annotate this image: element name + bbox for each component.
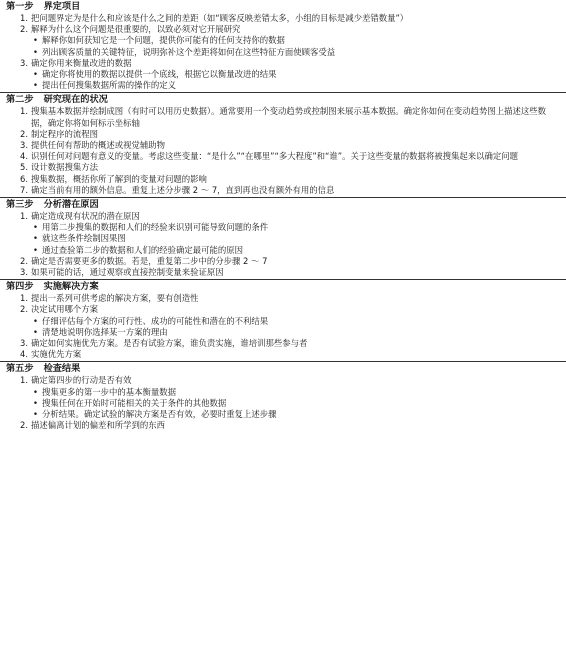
list-item — [0, 375, 566, 386]
step-title: 研究现在的状况 — [43, 94, 108, 106]
item-number: 1. — [20, 13, 28, 23]
bullet-item — [0, 409, 566, 420]
item-text: 实施优先方案 — [31, 349, 82, 360]
bullet-text: 通过查验第二步的数据和人们的经验确定最可能的原因 — [42, 244, 243, 255]
bullet-text: 解释你如何获知它是一个问题，提供你可能有的任何支持你的数据 — [42, 35, 285, 46]
list-item — [0, 106, 566, 128]
bullet-marker: • — [33, 35, 38, 46]
step-label: 第三步 — [6, 199, 34, 211]
item-number: 2. — [20, 420, 28, 431]
step-title: 界定项目 — [43, 1, 81, 12]
list-item — [0, 185, 566, 196]
item-number: 7. — [20, 184, 28, 195]
item-number: 5. — [20, 162, 28, 173]
item-number: 1. — [20, 106, 28, 117]
item-number: 1. — [20, 293, 28, 304]
bullet-item — [0, 35, 566, 46]
item-number: 2. — [20, 128, 28, 139]
bullet-text: 列出顾客质量的关键特征，说明弥补这个差距将如何在这些特征方面使顾客受益 — [42, 46, 336, 57]
item-text: 描述偏离计划的偏差和所学到的东西 — [31, 420, 165, 431]
list-item — [0, 211, 566, 222]
bullet-marker: • — [33, 326, 38, 337]
bullet-text: 搜集更多的第一步中的基本衡量数据 — [42, 386, 176, 397]
bullet-text: 搜集任何在开始时可能相关的关于条件的其他数据 — [42, 397, 227, 408]
bullet-text: 清楚地说明你选择某一方案的理由 — [42, 326, 168, 337]
list-item — [0, 58, 566, 69]
bullet-item — [0, 222, 566, 233]
bullet-item — [0, 233, 566, 244]
bullet-text: 用第二步搜集的数据和人们的经验来识别可能导致问题的条件 — [42, 222, 269, 233]
bullet-marker: • — [33, 315, 38, 326]
bullet-marker: • — [33, 244, 38, 255]
item-text: 设计数据搜集方法 — [31, 162, 98, 173]
item-text: 提出一系列可供考虑的解决方案，要有创造性 — [31, 293, 199, 304]
bullet-text: 分析结果。确定试验的解决方案是否有效，必要时重复上述步骤 — [42, 409, 277, 420]
section-step-1 — [0, 0, 566, 92]
list-item — [0, 304, 566, 315]
list-item — [0, 349, 566, 360]
section-title — [0, 199, 566, 211]
bullet-marker: • — [33, 386, 38, 397]
bullet-text: 确定你将使用的数据以提供一个底线，根据它以衡量改进的结果 — [42, 69, 277, 80]
list-item — [0, 267, 566, 278]
list-item — [0, 24, 566, 35]
item-number: 2. — [20, 24, 28, 35]
step-label: 第二步 — [6, 94, 34, 106]
bullet-item — [0, 47, 566, 58]
bullet-item — [0, 80, 566, 91]
section-title — [0, 281, 566, 293]
item-number: 3. — [20, 267, 28, 278]
section-title — [0, 1, 566, 13]
bullet-item — [0, 387, 566, 398]
step-label: 第四步 — [6, 281, 34, 293]
item-number: 6. — [20, 173, 28, 184]
bullet-item — [0, 327, 566, 338]
section-step-3 — [0, 197, 566, 279]
item-number: 3. — [20, 338, 28, 349]
list-item — [0, 256, 566, 267]
bullet-item — [0, 398, 566, 409]
bullet-text: 提出任何搜集数据所需的操作的定义 — [42, 80, 176, 91]
item-text: 搜集基本数据并绘制成图（有时可以用历史数据）。通常要用一个变动趋势或控制图来展示基本数据。确定你如何在变动趋势图上描述这些数据，确定你将如何标示坐标轴 — [31, 106, 547, 128]
section-title — [0, 363, 566, 375]
section-step-5 — [0, 361, 566, 432]
item-number: 2. — [20, 304, 28, 315]
step-title: 实施解决方案 — [43, 281, 99, 293]
item-text: 确定当前有用的额外信息。重复上述分步骤 2 ～ 7，直到再也没有额外有用的信息 — [31, 184, 335, 195]
bullet-text: 就这些条件绘制因果图 — [42, 233, 126, 244]
bullet-marker: • — [33, 46, 38, 57]
list-item — [0, 129, 566, 140]
item-text: 把问题界定为是什么和应该是什么之间的差距（如“顾客反映差错太多，小组的目标是减少差错数量”） — [31, 13, 409, 23]
item-number: 4. — [20, 151, 28, 162]
item-text: 确定是否需要更多的数据。若是，重复第二步中的分步骤 2 ～ 7 — [31, 255, 268, 266]
item-text: 确定如何实施优先方案。是否有试验方案，谁负责实施，谁培训那些参与者 — [31, 338, 308, 349]
item-number: 3. — [20, 57, 28, 68]
list-item — [0, 13, 566, 24]
list-item — [0, 151, 566, 162]
item-number: 2. — [20, 255, 28, 266]
bullet-marker: • — [33, 80, 38, 91]
item-text: 制定程序的流程图 — [31, 128, 98, 139]
list-item — [0, 293, 566, 304]
step-title: 检查结果 — [43, 363, 81, 375]
item-text: 提供任何有帮助的概述或视觉辅助物 — [31, 140, 165, 151]
section-step-4 — [0, 279, 566, 361]
item-text: 解释为什么这个问题是很重要的，以致必须对它开展研究 — [31, 24, 241, 35]
item-text: 确定第四步的行动是否有效 — [31, 375, 132, 386]
bullet-item — [0, 69, 566, 80]
bullet-marker: • — [33, 409, 38, 420]
list-item — [0, 338, 566, 349]
item-number: 1. — [20, 375, 28, 386]
item-text: 确定造成现有状况的潜在原因 — [31, 211, 140, 222]
bullet-marker: • — [33, 397, 38, 408]
item-text: 搜集数据，概括你所了解到的变量对问题的影响 — [31, 173, 207, 184]
section-step-2 — [0, 92, 566, 197]
item-number: 1. — [20, 211, 28, 222]
step-title: 分析潜在原因 — [43, 199, 99, 211]
item-text: 识别任何对问题有意义的变量。考虑这些变量：“是什么”“在哪里”“多大程度”和“谁”。关于这些变量的数据将被搜集起来以确定问题 — [31, 151, 518, 162]
list-item — [0, 420, 566, 431]
item-text: 确定你用来衡量改进的数据 — [31, 57, 132, 68]
item-number: 3. — [20, 140, 28, 151]
step-label: 第一步 — [6, 1, 34, 12]
bullet-item — [0, 316, 566, 327]
bullet-marker: • — [33, 222, 38, 233]
list-item — [0, 140, 566, 151]
list-item — [0, 162, 566, 173]
item-number: 4. — [20, 349, 28, 360]
step-label: 第五步 — [6, 363, 34, 375]
bullet-text: 仔细评估每个方案的可行性、成功的可能性和潜在的不利结果 — [42, 315, 269, 326]
bullet-item — [0, 245, 566, 256]
bullet-marker: • — [33, 233, 38, 244]
bullet-marker: • — [33, 69, 38, 80]
list-item — [0, 174, 566, 185]
item-text: 决定试用哪个方案 — [31, 304, 98, 315]
section-title — [0, 94, 566, 106]
item-text: 如果可能的话，通过观察或直接控制变量来验证原因 — [31, 267, 224, 278]
